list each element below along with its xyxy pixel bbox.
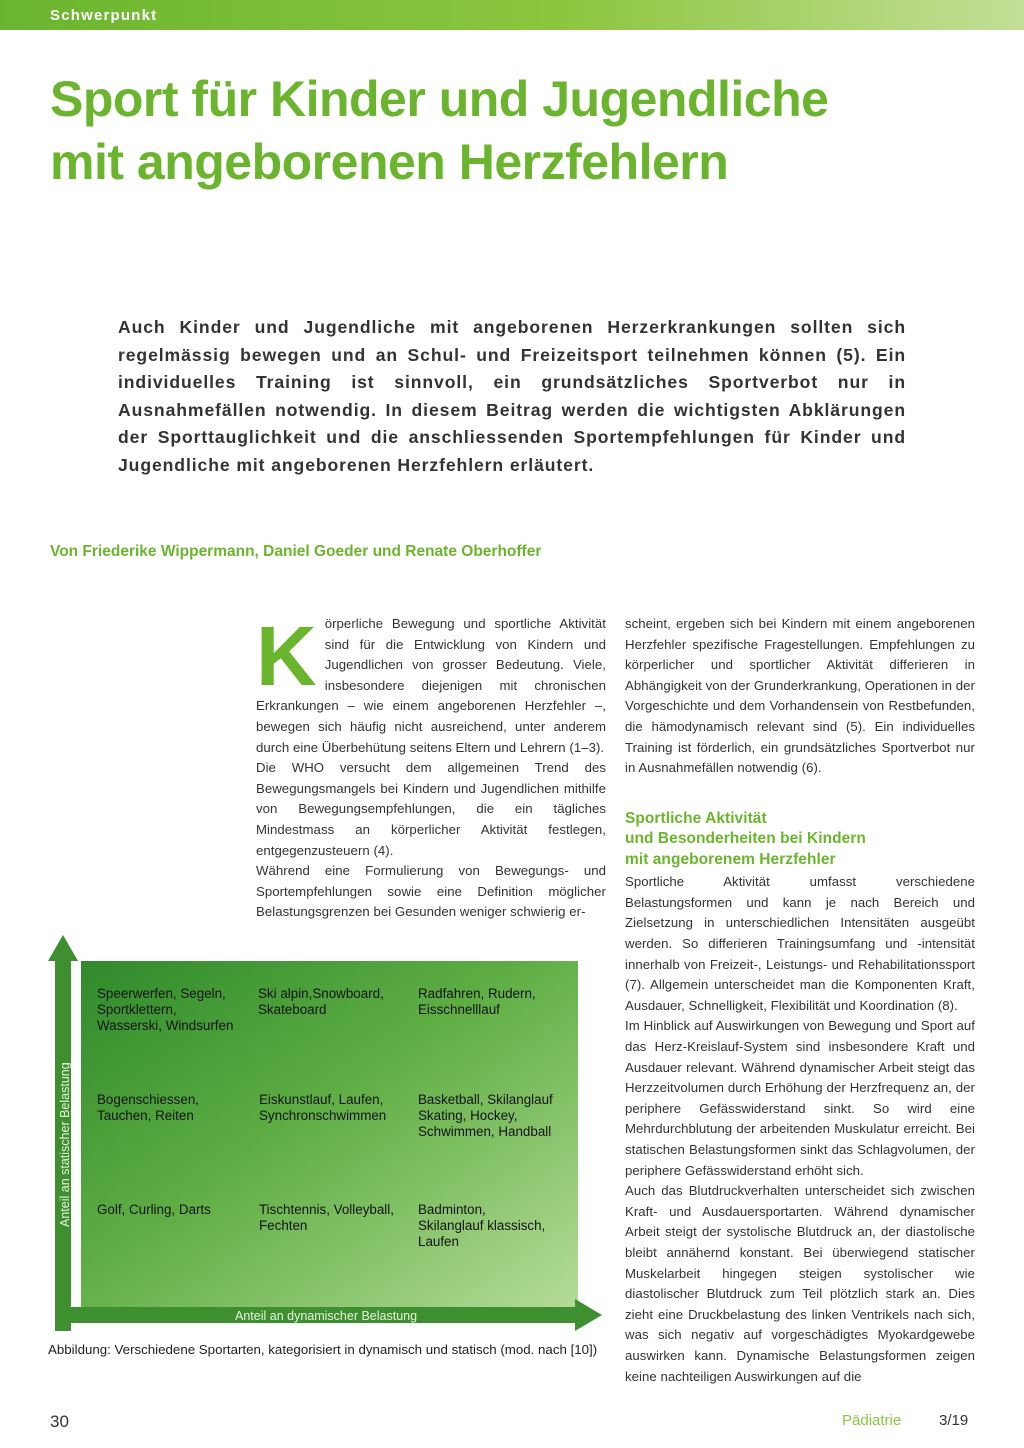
cell-line: Skating, Hockey, — [418, 1108, 518, 1123]
page-number: 30 — [50, 1412, 69, 1431]
cell-line: Ski alpin,Snowboard, — [258, 986, 384, 1001]
paragraph — [256, 609, 606, 758]
paragraph: Während eine Formulierung von Bewegungs- und Sportempfehlungen sowie eine Definition möglicher Belastungsgrenzen bei Gesunden weniger schwierig er- — [256, 863, 606, 920]
paragraph-text: örperliche Bewegung und sportliche Aktivität sind für die Entwicklung von Kindern und Jugendlichen von grosser Bedeutung. Viele, insbesondere diejenigen mit chronischen Erkrankungen – wie einem angeborenen Herzfehler –, bewegen sich häufig nicht ausreichend, unter anderem durch eine Überbehütung seitens Eltern und Lehrern (1–3). — [256, 616, 606, 755]
subheading-line: Sportliche Aktivität — [625, 809, 767, 827]
cell-line: Radfahren, Rudern, — [418, 986, 536, 1001]
drop-cap: K — [256, 609, 317, 703]
cell-line: Synchronschwimmen — [259, 1108, 387, 1123]
sport-cell-low-static-mid-dynamic — [259, 1202, 411, 1234]
section-label: Schwerpunkt — [50, 7, 158, 24]
cell-line: Skilanglauf klassisch, — [418, 1218, 546, 1233]
cell-line: Bogenschiessen, — [97, 1092, 199, 1107]
cell-line: Laufen — [418, 1234, 459, 1249]
cell-line: Sportklettern, — [97, 1002, 177, 1017]
title-line-2: mit angeborenen Herzfehlern — [50, 134, 729, 190]
sport-cell-mid-static-low-dynamic — [97, 1092, 249, 1124]
subheading-line: und Besonderheiten bei Kindern — [625, 830, 866, 848]
x-axis-label: Anteil an dynamischer Belastung — [235, 1309, 418, 1323]
author-line: Von Friederike Wippermann, Daniel Goeder und Renate Oberhoffer — [50, 543, 542, 560]
sport-cell-high-static-high-dynamic — [418, 986, 570, 1018]
sport-cell-mid-static-high-dynamic — [418, 1092, 570, 1140]
section-subheading — [625, 809, 975, 871]
lead-paragraph: Auch Kinder und Jugendliche mit angeborenen Herzerkrankungen sollten sich regelmässig bewegen und an Schul- und Freizeitsport teilnehmen können (5). Ein individuelles Training ist sinnvoll, ein grundsätzliches Sportverbot nur in Ausnahmefällen notwendig. In diesem Beitrag werden die wichtigsten Abklärungen der Sporttauglichkeit und die anschliessenden Sportempfehlungen für Kinder und Jugendliche mit angeborenen Herzfehlern erläutert. — [118, 317, 906, 475]
paragraph: Die WHO versucht dem allgemeinen Trend des Bewegungsmangels bei Kindern und Jugendlichen mithilfe von Bewegungsempfehlungen, die ein tägliches Mindestmass an körperlicher Aktivität festlegen, entgegenzusteuern (4). — [256, 760, 606, 858]
title-line-1: Sport für Kinder und Jugendliche — [50, 71, 829, 127]
cell-line: Golf, Curling, Darts — [97, 1202, 211, 1217]
x-axis-arrow-icon — [575, 1299, 602, 1331]
cell-line: Eisschnelllauf — [418, 1002, 500, 1017]
text-column-1 — [256, 609, 606, 923]
cell-line: Tauchen, Reiten — [97, 1108, 194, 1123]
cell-line: Eiskunstlauf, Laufen, — [259, 1092, 384, 1107]
issue-number: 3/19 — [939, 1412, 969, 1429]
cell-line: Skateboard — [258, 1002, 327, 1017]
paragraph: Sportliche Aktivität umfasst verschiedene Belastungsformen und kann je nach Bereich und Zielsetzung in unterschiedlichen Intensitäten ausgeübt werden. So differieren Trainingsumfang und -intensität innerhalb von Freizeit-, Leistungs- und Rehabilitationssport (7). Allgemein unterscheidet man die Komponenten Kraft, Ausdauer, Schnelligkeit, Flexibilität und Koordination (8). — [625, 874, 975, 1013]
cell-line: Fechten — [259, 1218, 308, 1233]
section-header-bar — [0, 0, 1024, 30]
journal-name: Pädiatrie — [842, 1412, 902, 1429]
sport-cell-low-static-low-dynamic — [97, 1202, 249, 1218]
subheading-line: mit angeborenem Herzfehler — [625, 850, 836, 868]
paragraph: Auch das Blutdruckverhalten unterscheidet sich zwischen Kraft- und Ausdauersportarten. Während dynamischer Arbeit steigt der systolische Blutdruck an, der diastolische bleibt annähernd konstant. Bei überwiegend statischer Muskelarbeit hingegen steigen systolischer wie diastolischer Blutdruck zum Teil plötzlich stark an. Dies zieht eine Druckbelastung des linken Ventrikels nach sich, was sich negativ auf vorgeschädigtes Myokardgewebe auswirken kann. Dynamische Belastungsformen zeigen keine nachteiligen Auswirkungen auf die — [625, 1183, 975, 1384]
paragraph: Im Hinblick auf Auswirkungen von Bewegung und Sport auf das Herz-Kreislauf-System sind insbesondere Kraft und Ausdauer relevant. Während dynamischer Arbeit steigt das Herzzeitvolumen durch Erhöhung der Herzfrequenz an, der periphere Gefässwiderstand sinkt. So wird eine Mehrdurchblutung der arbeitenden Muskulatur erreicht. Bei statischen Belastungsformen sinkt das Schlagvolumen, der periphere Gefässwiderstand erhöht sich. — [625, 1018, 975, 1178]
sport-cell-mid-static-mid-dynamic — [259, 1092, 411, 1124]
cell-line: Tischtennis, Volleyball, — [259, 1202, 394, 1217]
y-axis-arrow-icon — [48, 935, 78, 961]
sports-classification-figure — [48, 935, 608, 1345]
text-column-2 — [625, 614, 975, 1387]
sport-cell-high-static-low-dynamic — [97, 986, 249, 1034]
article-title — [50, 68, 980, 194]
paragraph: scheint, ergeben sich bei Kindern mit einem angeborenen Herzfehler spezifische Fragestellungen. Empfehlungen zu körperlicher und sportlicher Aktivität differieren in Abhängigkeit von der Grunderkrankung, Operationen in der Vorgeschichte und dem Vorhandensein von Restbefunden, die hämodynamisch relevant sind (5). Ein individuelles Training ist förderlich, ein grundsätzliches Sportverbot nur in Ausnahmefällen notwendig (6). — [625, 616, 975, 776]
cell-line: Speerwerfen, Segeln, — [97, 986, 226, 1001]
y-axis-label: Anteil an statischer Belastung — [58, 1062, 72, 1227]
sport-cell-low-static-high-dynamic — [418, 1202, 570, 1250]
cell-line: Basketball, Skilanglauf — [418, 1092, 553, 1107]
sport-cell-high-static-mid-dynamic — [258, 986, 410, 1018]
cell-line: Wasserski, Windsurfen — [97, 1018, 234, 1033]
cell-line: Schwimmen, Handball — [418, 1124, 552, 1139]
cell-line: Badminton, — [418, 1202, 486, 1217]
figure-caption: Abbildung: Verschiedene Sportarten, kategorisiert in dynamisch und statisch (mod. nach [10]) — [48, 1342, 598, 1357]
